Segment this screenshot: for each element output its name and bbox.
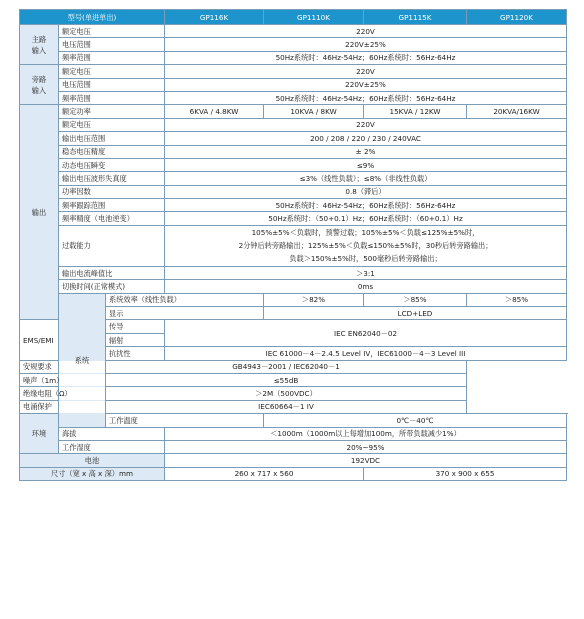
row-label: 显示 — [106, 307, 264, 320]
row-value: 220V±25% — [165, 38, 567, 51]
row-label: 额定电压 — [59, 118, 165, 131]
row-value: ＜1000m（1000m以上每增加100m，所带负载减少1%） — [165, 427, 567, 440]
radiated-label: 辐射 — [106, 333, 165, 346]
row-label: 工作温度 — [106, 414, 264, 427]
table-row — [20, 91, 567, 104]
row-value: 20%~95% — [165, 440, 567, 453]
row-label: 工作湿度 — [59, 440, 165, 453]
row-value: 50Hz系统时：46Hz-54Hz；60Hz系统时：56Hz-64Hz — [165, 91, 567, 104]
row-label: 电压范围 — [59, 38, 165, 51]
efficiency-model-1: ＞82% — [264, 293, 364, 306]
row-value: GB4943－2001 / IEC62040－1 — [106, 360, 467, 373]
efficiency-model-2: ＞85% — [364, 293, 467, 306]
row-label: 电压范围 — [59, 78, 165, 91]
table-row — [20, 172, 567, 185]
row-label: 噪声（1m） — [20, 373, 106, 386]
row-label: 电涌保护 — [20, 400, 106, 413]
spec-table — [19, 9, 567, 481]
table-row — [20, 293, 567, 306]
battery-value: 192VDC — [165, 454, 567, 467]
dimension-value-large: 370 x 900 x 655 — [364, 467, 567, 480]
header-model-3: GP1115K — [364, 10, 467, 25]
row-value: ≤3%（线性负载）；≤8%（非线性负载） — [165, 172, 567, 185]
row-label: 输出电压范围 — [59, 132, 165, 145]
table-row — [20, 280, 567, 293]
overload-line-1: 105%±5%＜负载时，预警过载；105%±5%＜负载≤125%±5%时， — [251, 228, 480, 238]
table-row — [20, 51, 567, 64]
row-value: 200 / 208 / 220 / 230 / 240VAC — [165, 132, 567, 145]
row-label: 额定功率 — [59, 105, 165, 118]
table-row — [20, 212, 567, 225]
row-value: 220V — [165, 118, 567, 131]
row-value: 50Hz系统时：（50+0.1）Hz；60Hz系统时：（60+0.1）Hz — [165, 212, 567, 225]
power-model-2: 10KVA / 8KW — [264, 105, 364, 118]
row-label: 频率精度（电池逆变） — [59, 212, 165, 225]
table-row — [20, 65, 567, 78]
header-model-label: 型号(单进单出) — [20, 10, 165, 25]
table-row — [20, 38, 567, 51]
table-row — [20, 78, 567, 91]
row-label: 频率范围 — [59, 51, 165, 64]
table-row — [20, 25, 567, 38]
dimension-label: 尺寸（宽 x 高 x 深）mm — [20, 467, 165, 480]
row-value: 0.8（滞后） — [165, 185, 567, 198]
table-row — [20, 118, 567, 131]
row-value: IEC60664－1 IV — [106, 400, 467, 413]
table-row — [20, 387, 567, 400]
row-value: 50Hz系统时：46Hz-54Hz；60Hz系统时：56Hz-64Hz — [165, 51, 567, 64]
header-row — [20, 10, 567, 25]
row-value: ≤9% — [165, 158, 567, 171]
row-value: ＞3:1 — [165, 266, 567, 279]
row-value: 220V — [165, 25, 567, 38]
header-model-4: GP1120K — [467, 10, 567, 25]
row-value: 220V — [165, 65, 567, 78]
header-model-2: GP1110K — [264, 10, 364, 25]
row-value: ＞2M（500VDC） — [106, 387, 467, 400]
row-label: 频率范围 — [59, 91, 165, 104]
table-row — [20, 105, 567, 118]
row-label: 安规要求 — [20, 360, 106, 373]
row-value: ± 2% — [165, 145, 567, 158]
table-row — [20, 454, 567, 467]
table-row — [20, 440, 567, 453]
category-bypass-input: 旁路 输入 — [20, 65, 59, 105]
row-value: 0ms — [165, 280, 567, 293]
overload-value — [165, 225, 567, 266]
power-model-1: 6KVA / 4.8KW — [165, 105, 264, 118]
row-label: 切换时间(正常模式) — [59, 280, 165, 293]
row-value: ≤55dB — [106, 373, 467, 386]
table-row — [20, 225, 567, 266]
row-label: 稳态电压精度 — [59, 145, 165, 158]
power-model-3: 15KVA / 12KW — [364, 105, 467, 118]
row-label: 海拔 — [59, 427, 165, 440]
row-value: LCD+LED — [264, 307, 567, 320]
category-output: 输出 — [20, 105, 59, 320]
spec-table-wrapper — [19, 9, 566, 481]
battery-label: 电池 — [20, 454, 165, 467]
row-label: 频率跟踪范围 — [59, 199, 165, 212]
row-value: 50Hz系统时：46Hz-54Hz；60Hz系统时：56Hz-64Hz — [165, 199, 567, 212]
efficiency-model-3: ＞85% — [467, 293, 567, 306]
row-label: 功率因数 — [59, 185, 165, 198]
row-label: 过载能力 — [59, 225, 165, 266]
overload-line-2: 2分钟后转旁路输出；125%±5%＜负载≤150%±5%时，30秒后转旁路输出； — [238, 241, 493, 251]
ems-value: IEC EN62040－02 — [165, 320, 567, 347]
overload-line-3: 负载＞150%±5%时，500毫秒后转旁路输出； — [289, 254, 442, 264]
table-row — [20, 132, 567, 145]
table-row — [20, 373, 567, 386]
category-environment: 环境 — [20, 414, 59, 454]
category-main-input: 主路 输入 — [20, 25, 59, 65]
power-model-4: 20KVA/16KW — [467, 105, 567, 118]
row-label: 动态电压瞬变 — [59, 158, 165, 171]
row-label: 额定电压 — [59, 65, 165, 78]
row-label: 输出电流峰值比 — [59, 266, 165, 279]
conducted-label: 传导 — [106, 320, 165, 333]
table-row — [20, 158, 567, 171]
dimension-value-small: 260 x 717 x 560 — [165, 467, 364, 480]
row-label: 输出电压波形失真度 — [59, 172, 165, 185]
row-value: 220V±25% — [165, 78, 567, 91]
ems-emi-label: EMS/EMI — [20, 320, 59, 360]
row-label: 额定电压 — [59, 25, 165, 38]
table-row — [20, 145, 567, 158]
table-row — [20, 266, 567, 279]
table-row — [20, 360, 567, 373]
row-label: 绝缘电阻（Ω） — [20, 387, 106, 400]
table-row — [20, 427, 567, 440]
immunity-label: 抗扰性 — [106, 347, 165, 360]
immunity-value: IEC 61000－4－2.4.5 Level IV，IEC61000－4－3 Level III — [165, 347, 567, 360]
row-value: 0℃－40℃ — [264, 414, 567, 427]
header-model-1: GP116K — [165, 10, 264, 25]
table-row — [20, 400, 567, 413]
row-label: 系统效率（线性负载） — [106, 293, 264, 306]
table-row — [20, 467, 567, 480]
category-system: 系统 — [59, 293, 106, 427]
table-row — [20, 199, 567, 212]
table-row — [20, 185, 567, 198]
